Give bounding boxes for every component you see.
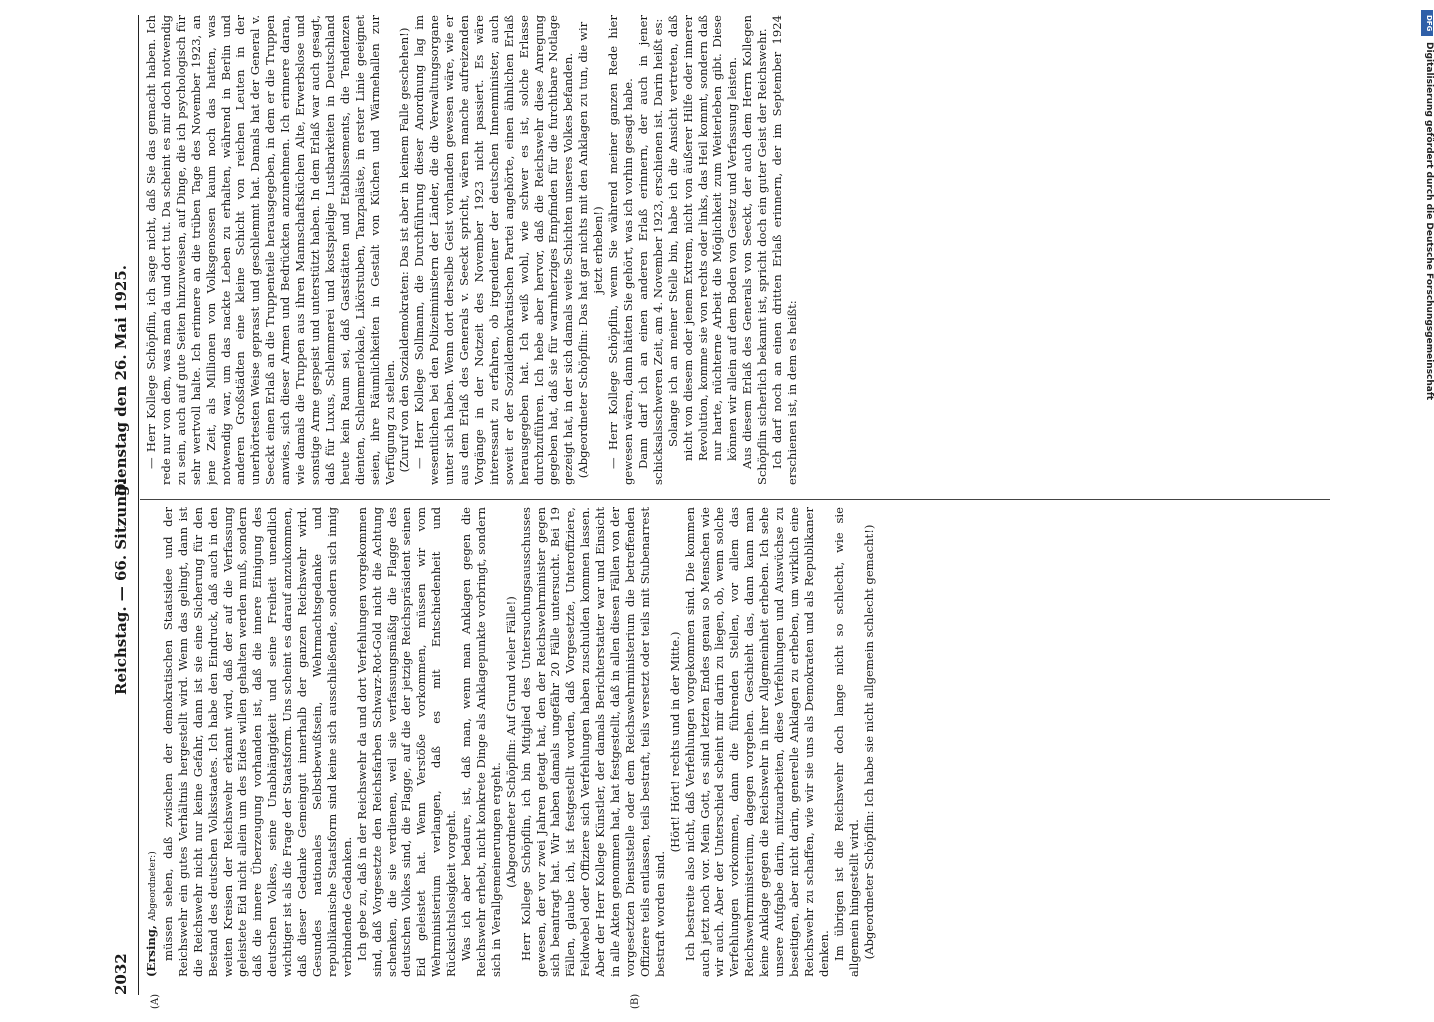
right-column	[144, 15, 1330, 485]
paragraph: müssen sehen, daß zwischen der demokratischen Staatsidee und der Reichswehr ein gutes Verhältnis hergestellt wird. Wenn das gelingt, dann ist die Reichswehr nicht nur keine Gefahr, dann ist sie eine Sicherung für den Bestand des deutschen Volksstaates. Ich habe den Eindruck, daß auch in den weiten Kreisen der Reichswehr erkannt wird, daß der auf die Verfassung geleistete Eid nicht allein um des Eides willen gehalten werden muß, sondern daß die innere Überzeugung vorhanden ist, daß die innere Einigung des deutschen Volkes, seine Unabhängigkeit und seine Freiheit unendlich wichtiger ist als die Frage der Staatsform. Uns scheint es darauf anzukommen, daß dieser Gedanke Gemeingut innerhalb der ganzen Reichswehr wird. Gesundes nationales Selbstbewußtsein, Wehrmachtsgedanke und republikanische Staatsform sind keine sich ausschließende, sondern sich innig verbindende Gedanken.	[160, 507, 354, 977]
paragraph: Was ich aber bedaure, ist, daß man, wenn man Anklagen gegen die Reichswehr erhebt, nicht konkrete Dinge als Anklagepunkte vorbringt, sondern sich in Verallgemeinerungen ergeht.	[459, 507, 503, 977]
running-header	[110, 15, 138, 995]
credit-text: Digitalisierung gefördert durch die Deutsche Forschungsgemeinschaft	[1424, 42, 1434, 401]
margin-marker-b: (B)	[630, 993, 641, 1009]
page-number: 2032	[112, 953, 130, 995]
column-divider	[140, 499, 1330, 500]
paragraph: Dann darf ich an einen anderen Erlaß erinnern, der auch in jener schicksalsschweren Zeit, am 4. November 1923, erschienen ist. Darin heißt es:	[635, 15, 665, 485]
paragraph: — Herr Kollege Schöpflin, ich sage nicht, daß Sie das gemacht haben. Ich rede nur von dem, was man da und dort tut. Da scheint es mir doch notwendig zu sein, auch auf gute Seiten hinzuweisen, auf Dinge, die ich psychologisch für sehr wertvoll halte. Ich erinnere an die trüben Tage des November 1923, an jene Zeit, als Millionen von Volksgenossen kaum noch das hatten, was notwendig war, um das nackte Leben zu erhalten, während in Berlin und anderen Großstädten eine kleine Schicht von reichen Leuten in der unerhörtesten Weise geprasst und geschlemmt hat. Damals hat der General v. Seeckt einen Erlaß an die Truppenteile herausgegeben, in dem er die Truppen anwies, sich dieser Armen und Bedrückten anzunehmen. Ich erinnere daran, wie damals die Truppen aus ihren Mannschaftsküchen Alte, Erwerbslose und sonstige Arme gespeist und unterstützt haben. In dem Erlaß war auch gesagt, daß für Luxus, Schlemmerei und kostspielige Lustbarkeiten in Deutschland heute kein Raum sei, daß Gaststätten und Etablissements, die Tendenzen dienten, Schlemmerlokale, Likörstuben, Tanzpaläste, in erster Linie geeignet seien, ihre Räumlichkeiten in Gestalt von Küchen und Wärmehallen zur Verfügung zu stellen.	[144, 15, 397, 485]
margin-marker-a: (A)	[150, 993, 161, 1009]
header-rule	[138, 15, 139, 995]
paragraph: Ich bestreite also nicht, daß Verfehlungen vorgekommen sind. Die kommen auch jetzt noch vor. Mein Gott, es sind letzten Endes genau so Menschen wie wir auch. Aber der Unterschied scheint mir darin zu liegen, ob, wenn solche Verfehlungen vorkommen, dann die führenden Stellen, vor allem das Reichswehrministerium, dagegen vorgehen. Geschieht das, dann kann man keine Anklage gegen die Reichswehr in ihrer Allgemeinheit erheben. Ich sehe unsere Aufgabe darin, mitzuarbeiten, diese Verfehlungen und Auswüchse zu beseitigen, aber nicht darin, generelle Anklagen zu erheben, um wirklich eine Reichswehr zu schaffen, wie wir sie uns als Demokraten und als Republikaner denken.	[682, 507, 831, 977]
interjection: (Zuruf von den Sozialdemokraten: Das ist aber in keinem Falle geschehen!)	[397, 27, 412, 473]
interjection: (Abgeordneter Schöpflin: Das hat gar nichts mit den Anklagen zu tun, die wir jetzt erheben!)	[576, 21, 606, 479]
paragraph: Aus diesem Erlaß des Generals von Seeckt, der auch dem Herrn Kollegen Schöpflin sicherlich bekannt ist, spricht doch ein guter Geist der Reichswehr.	[740, 15, 770, 485]
dfg-logo: DFG	[1421, 10, 1433, 36]
session-date: Dienstag den 26. Mai 1925.	[112, 265, 130, 497]
paragraph: Im übrigen ist die Reichswehr doch lange nicht so schlecht, wie sie allgemein hingestellt wird.	[831, 507, 861, 977]
interjection: (Abgeordneter Schöpflin: Ich habe sie nicht allgemein schlecht gemacht!)	[861, 524, 876, 960]
quoted-decree: Solange ich an meiner Stelle bin, habe ich die Ansicht vertreten, daß nicht von diesem oder jenem Extrem, nicht von äußerer Hilfe oder innerer Revolution, komme sie von rechts oder links, das Heil kommt, sondern daß nur harte, nüchterne Arbeit die Möglichkeit zum Weiterleben gibt. Diese können wir allein auf dem Boden von Gesetz und Verfassung leisten.	[665, 15, 740, 461]
interjection: (Hört! Hört! rechts und in der Mitte.)	[667, 631, 682, 853]
paragraph: Herr Kollege Schöpflin, ich bin Mitglied des Untersuchungsausschusses gewesen, der vor zwei Jahren getagt hat, den der Reichswehrminister gegen sich beantragt hat. Wir haben damals ungefähr 20 Fälle untersucht. Bei 19 Fällen, glaube ich, ist festgestellt worden, daß Vorgesetzte, Unteroffiziere, Feldwebel oder Offiziere sich Verfehlungen haben zuschulden kommen lassen. Aber der Herr Kollege Künstler, der damals Berichterstatter war und Einsicht in alle Akten genommen hat, hat festgestellt, daß in allen diesen Fällen von der vorgesetzten Dienststelle oder dem Reichswehrministerium die betreffenden Offiziere teils entlassen, teils bestraft, teils versetzt oder teils mit Stubenarrest bestraft worden sind.	[518, 507, 667, 977]
paragraph: — Herr Kollege Schöpflin, wenn Sie während meiner ganzen Rede hier gewesen wären, dann hätten Sie gehört, was ich vorhin gesagt habe.	[606, 15, 635, 485]
digitization-credit	[1421, 10, 1434, 990]
document-page	[110, 15, 1340, 1009]
speaker-name: (Ersing,	[144, 921, 158, 977]
left-column	[144, 507, 1330, 977]
paragraph: — Herr Kollege Sollmann, die Durchführung dieser Anordnung lag im wesentlichen bei den Polizeiministern der Länder, die die Verwaltungsorgane unter sich haben. Wenn dort derselbe Geist vorhanden gewesen wäre, wie er aus dem Erlaß des Generals v. Seeckt spricht, wären manche aufreizenden Vorgänge in der Notzeit des November 1923 nicht passiert. Es wäre interessant zu erfahren, ob irgendeiner der deutschen Innenminister, auch soweit er der Sozialdemokratischen Partei angehörte, einen ähnlichen Erlaß herausgegeben hat. Ich weiß wohl, wie schwer es ist, solche Erlasse durchzuführen. Ich hebe aber hervor, daß die Reichswehr diese Anregung gegeben hat, daß sie für warmherziges Empfinden für die furchtbare Notlage gezeigt hat, in der sich damals weite Schichten unseres Volkes befanden.	[412, 15, 576, 485]
paragraph: Ich gebe zu, daß in der Reichswehr da und dort Verfehlungen vorgekommen sind, daß Vorgesetzte den Reichsfarben Schwarz-Rot-Gold nicht die Achtung schenken, die sie verdienen, weil sie verfassungsmäßig die Flagge des deutschen Volkes sind, die Flagge, auf die der jetzige Reichspräsident seinen Eid geleistet hat. Wenn Verstöße vorkommen, müssen wir vom Wehrministerium verlangen, daß es mit Entschiedenheit und Rücksichtslosigkeit vorgeht.	[354, 507, 459, 977]
speaker-role: Abgeordneter:)	[148, 851, 158, 922]
interjection: (Abgeordneter Schöpflin: Auf Grund vieler Fälle!)	[503, 596, 518, 888]
speaker-line	[144, 507, 161, 977]
paragraph: Ich darf noch an einen dritten Erlaß erinnern, der im September 1924 erschienen ist, in dem es heißt:	[770, 15, 799, 485]
session-title: Reichstag. — 66. Sitzung.	[112, 480, 130, 695]
